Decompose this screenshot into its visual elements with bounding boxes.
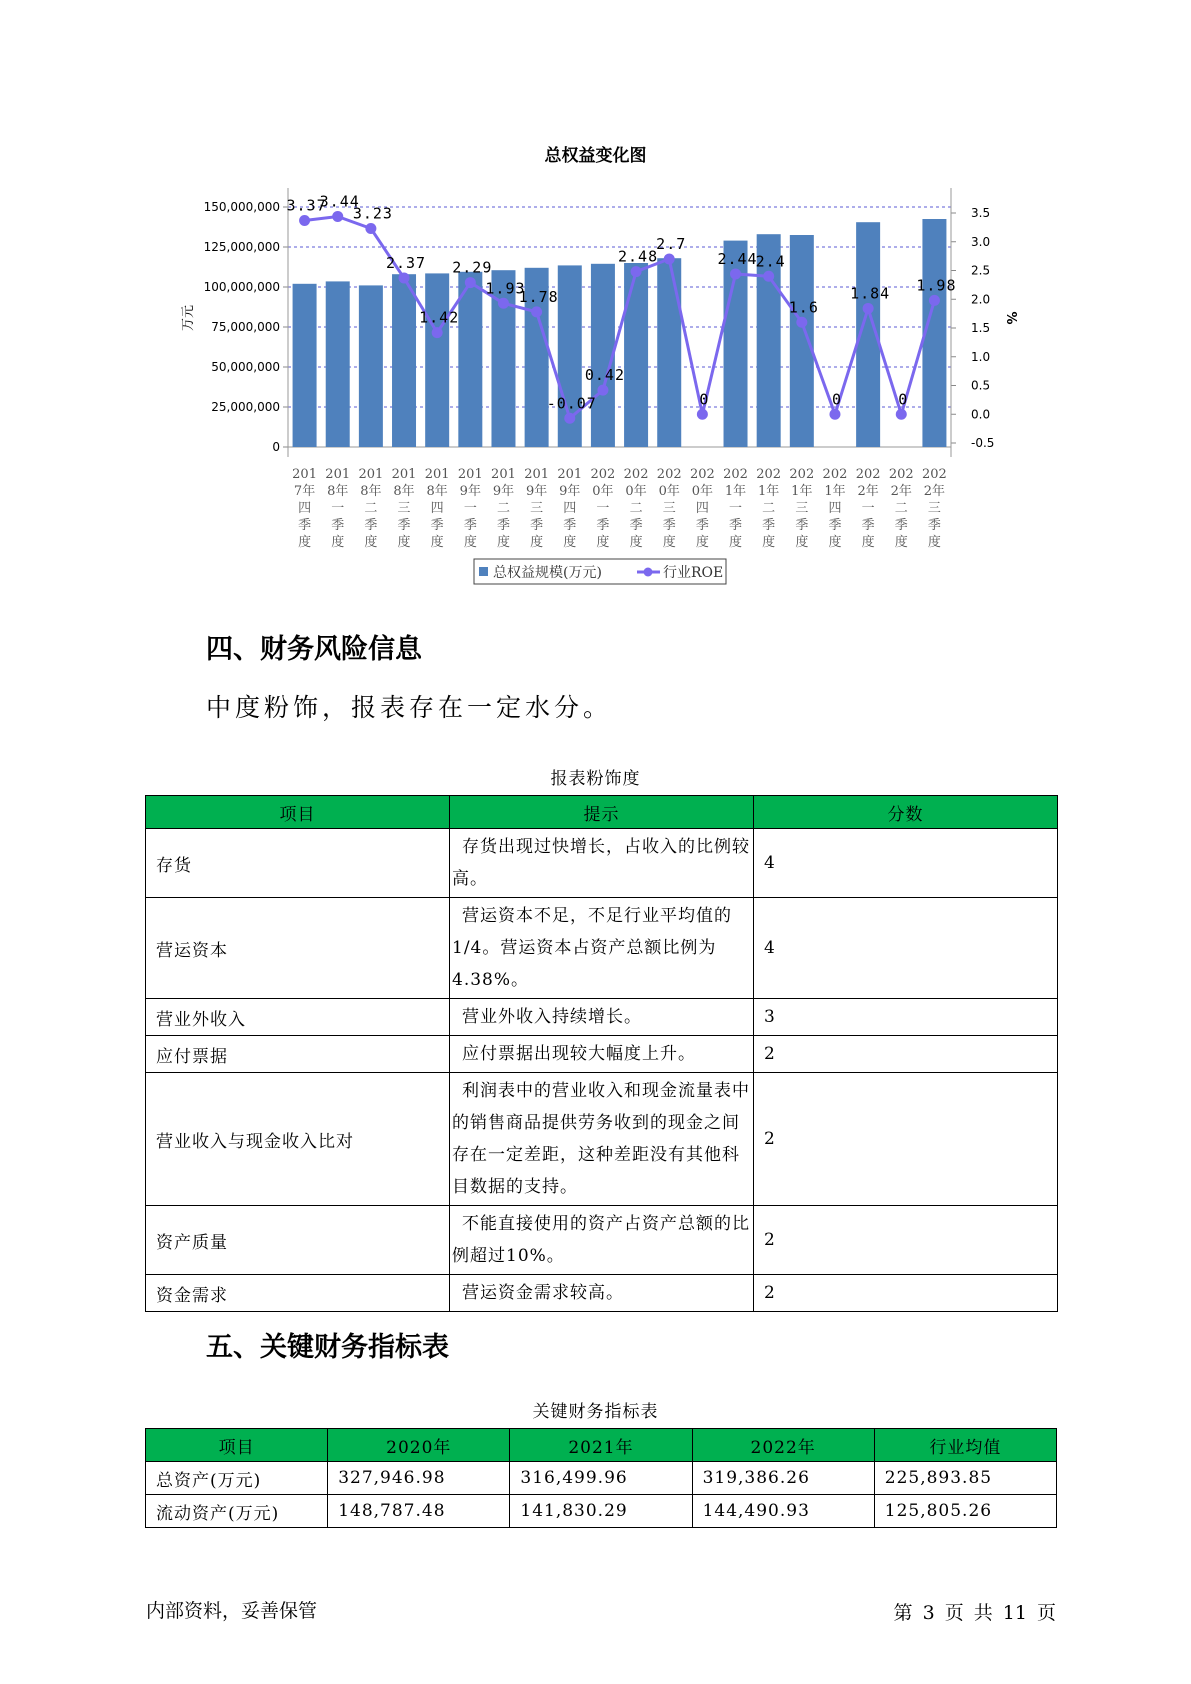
row-value-2022: 144,490.93 xyxy=(692,1495,874,1528)
x-tick-label: 度 xyxy=(629,535,643,550)
x-tick-label: 三 xyxy=(662,501,676,516)
x-tick-label: 一 xyxy=(331,501,345,516)
y-right-tick-label: 1.0 xyxy=(971,349,991,364)
bar xyxy=(790,235,814,447)
roe-point xyxy=(763,271,774,282)
x-tick-label: 202 xyxy=(789,467,815,482)
x-tick-label: 一 xyxy=(596,501,610,516)
x-tick-label: 8年 xyxy=(360,484,382,499)
row-hint: 营业外收入持续增长。 xyxy=(450,999,754,1036)
y-right-tick-label: 2.0 xyxy=(971,292,991,307)
y-right-axis-label: % xyxy=(1003,311,1018,325)
row-hint: 应付票据出现较大幅度上升。 xyxy=(450,1036,754,1073)
row-item: 存货 xyxy=(146,829,450,898)
roe-data-label: 0.42 xyxy=(584,366,625,385)
roe-data-label: 1.84 xyxy=(850,284,891,303)
row-item: 总资产(万元) xyxy=(146,1462,328,1495)
legend-line-marker xyxy=(644,568,653,577)
table-row xyxy=(146,829,1058,898)
y-right-tick-label: 0.5 xyxy=(971,378,991,393)
y-left-tick-label: 100,000,000 xyxy=(203,280,280,294)
roe-point xyxy=(929,295,940,306)
table-row xyxy=(146,898,1058,999)
row-value-2020: 327,946.98 xyxy=(328,1462,510,1495)
x-tick-label: 一 xyxy=(729,501,743,516)
roe-data-label: 0 xyxy=(699,390,710,409)
roe-data-label: 0 xyxy=(831,390,842,409)
x-tick-label: 202 xyxy=(590,467,616,482)
row-score: 2 xyxy=(754,1206,1058,1275)
x-tick-label: 度 xyxy=(364,535,378,550)
roe-point xyxy=(332,211,343,222)
legend-bar-label: 总权益规模(万元) xyxy=(493,565,602,581)
x-tick-label: 三 xyxy=(397,501,411,516)
x-tick-label: 8年 xyxy=(393,484,415,499)
roe-data-label: 2.4 xyxy=(755,252,786,271)
x-tick-label: 0年 xyxy=(592,484,614,499)
x-tick-label: 四 xyxy=(828,501,842,516)
x-tick-label: 度 xyxy=(496,535,510,550)
roe-data-label: 1.93 xyxy=(485,279,526,298)
row-item: 流动资产(万元) xyxy=(146,1495,328,1528)
roe-data-label: 3.37 xyxy=(286,196,327,215)
x-tick-label: 度 xyxy=(795,535,809,550)
roe-point xyxy=(730,268,741,279)
x-tick-label: 201 xyxy=(457,467,483,482)
x-tick-label: 三 xyxy=(795,501,809,516)
row-item: 资金需求 xyxy=(146,1275,450,1312)
header-item: 项目 xyxy=(146,1429,328,1462)
row-score: 2 xyxy=(754,1036,1058,1073)
header-2021: 2021年 xyxy=(510,1429,692,1462)
x-tick-label: 度 xyxy=(563,535,577,550)
x-tick-label: 201 xyxy=(424,467,450,482)
x-tick-label: 度 xyxy=(729,535,743,550)
x-tick-label: 四 xyxy=(563,501,577,516)
x-tick-label: 一 xyxy=(463,501,477,516)
x-tick-label: 度 xyxy=(397,535,411,550)
row-value-industry: 225,893.85 xyxy=(874,1462,1056,1495)
row-value-industry: 125,805.26 xyxy=(874,1495,1056,1528)
risk-table-header xyxy=(146,796,1058,829)
roe-data-label: 2.44 xyxy=(717,249,758,268)
x-tick-label: 季 xyxy=(463,518,477,533)
y-left-tick-label: 50,000,000 xyxy=(211,360,280,374)
row-score: 2 xyxy=(754,1073,1058,1206)
x-tick-label: 度 xyxy=(463,535,477,550)
y-left-tick-label: 75,000,000 xyxy=(211,320,280,334)
x-tick-label: 8年 xyxy=(426,484,448,499)
y-right-tick-label: 2.5 xyxy=(971,263,991,278)
roe-data-label: -0.07 xyxy=(546,394,597,413)
risk-table-caption: 报表粉饰度 xyxy=(550,769,641,789)
x-tick-label: 季 xyxy=(331,518,345,533)
x-tick-label: 度 xyxy=(828,535,842,550)
bar xyxy=(392,274,416,447)
roe-point xyxy=(631,266,642,277)
x-tick-label: 度 xyxy=(894,535,908,550)
header-hint: 提示 xyxy=(450,796,754,829)
header-2020: 2020年 xyxy=(328,1429,510,1462)
x-tick-label: 201 xyxy=(325,467,351,482)
x-tick-label: 季 xyxy=(563,518,577,533)
x-tick-label: 二 xyxy=(629,501,643,516)
x-tick-label: 四 xyxy=(430,501,444,516)
roe-data-label: 0 xyxy=(898,390,909,409)
x-tick-label: 202 xyxy=(888,467,914,482)
x-tick-label: 度 xyxy=(430,535,444,550)
x-tick-label: 季 xyxy=(894,518,908,533)
x-tick-label: 9年 xyxy=(492,484,515,499)
x-tick-label: 季 xyxy=(530,518,544,533)
bar xyxy=(359,285,383,447)
row-hint: 利润表中的营业收入和现金流量表中的销售商品提供劳务收到的现金之间存在一定差距，这种差距没有其他科目数据的支持。 xyxy=(450,1073,754,1206)
roe-point xyxy=(432,327,443,338)
x-tick-label: 202 xyxy=(689,467,715,482)
x-tick-label: 0年 xyxy=(658,484,680,499)
x-tick-label: 0年 xyxy=(691,484,714,499)
x-tick-label: 季 xyxy=(430,518,444,533)
x-tick-label: 二 xyxy=(496,501,510,516)
x-tick-label: 二 xyxy=(894,501,908,516)
x-tick-label: 202 xyxy=(656,467,682,482)
x-tick-label: 季 xyxy=(795,518,809,533)
row-value-2022: 319,386.26 xyxy=(692,1462,874,1495)
roe-point xyxy=(498,298,509,309)
x-tick-label: 季 xyxy=(298,518,312,533)
roe-point xyxy=(299,215,310,226)
footer-page-number: 第 3 页 共 11 页 xyxy=(893,1602,1056,1624)
x-tick-label: 度 xyxy=(298,535,312,550)
x-tick-label: 度 xyxy=(530,535,544,550)
x-tick-label: 201 xyxy=(557,467,583,482)
x-tick-label: 季 xyxy=(927,518,941,533)
x-tick-label: 201 xyxy=(292,467,317,482)
table-row xyxy=(146,1462,1057,1495)
table-row xyxy=(146,1495,1057,1528)
x-tick-label: 二 xyxy=(364,501,378,516)
row-hint: 营运资金需求较高。 xyxy=(450,1275,754,1312)
x-tick-label: 2年 xyxy=(923,484,946,499)
x-tick-label: 季 xyxy=(662,518,676,533)
bar xyxy=(425,273,449,447)
x-tick-label: 度 xyxy=(662,535,676,550)
table-row xyxy=(146,1036,1058,1073)
x-tick-label: 1年 xyxy=(724,484,747,499)
section4-text: 中度粉饰，报表存在一定水分。 xyxy=(206,693,613,722)
chart-title: 总权益变化图 xyxy=(544,146,647,166)
x-tick-label: 7年 xyxy=(293,484,316,499)
y-left-tick-label: 0 xyxy=(272,440,280,454)
bar xyxy=(326,281,350,447)
roe-point xyxy=(531,306,542,317)
x-tick-label: 二 xyxy=(762,501,776,516)
y-left-tick-label: 150,000,000 xyxy=(203,200,280,214)
section5-heading: 五、关键财务指标表 xyxy=(206,1332,449,1363)
y-right-tick-label: 1.5 xyxy=(971,321,991,335)
row-item: 应付票据 xyxy=(146,1036,450,1073)
x-tick-label: 8年 xyxy=(327,484,349,499)
y-right-tick-label: 3.0 xyxy=(971,234,991,249)
footer-confidential: 内部资料，妥善保管 xyxy=(146,1600,318,1622)
kpi-table xyxy=(145,1428,1057,1528)
header-2022: 2022年 xyxy=(692,1429,874,1462)
y-right-tick-label: 3.5 xyxy=(971,206,991,220)
roe-point xyxy=(863,303,874,314)
row-item: 营业外收入 xyxy=(146,999,450,1036)
x-tick-label: 201 xyxy=(491,467,516,482)
roe-point xyxy=(896,409,907,420)
x-tick-label: 度 xyxy=(695,535,709,550)
roe-data-label: 2.48 xyxy=(618,247,659,266)
y-right-tick-label: 0.0 xyxy=(971,407,991,422)
roe-data-label: 1.6 xyxy=(788,298,819,317)
bar xyxy=(293,284,317,447)
table-row xyxy=(146,1275,1058,1312)
legend-bar-swatch xyxy=(479,567,488,576)
x-tick-label: 季 xyxy=(861,518,875,533)
x-tick-label: 1年 xyxy=(758,484,780,499)
x-tick-label: 9年 xyxy=(559,484,581,499)
x-tick-label: 度 xyxy=(596,535,610,550)
row-item: 营运资本 xyxy=(146,898,450,999)
roe-point xyxy=(465,277,476,288)
bar xyxy=(624,263,648,447)
x-tick-label: 季 xyxy=(762,518,776,533)
roe-data-label: 1.98 xyxy=(916,276,957,295)
x-tick-label: 季 xyxy=(629,518,643,533)
row-hint: 营运资本不足，不足行业平均值的1/4。营运资本占资产总额比例为4.38%。 xyxy=(450,898,754,999)
row-value-2021: 141,830.29 xyxy=(510,1495,692,1528)
roe-point xyxy=(796,317,807,328)
table-row xyxy=(146,1073,1058,1206)
legend-line-label: 行业ROE xyxy=(663,565,724,581)
roe-point xyxy=(697,409,708,420)
x-tick-label: 一 xyxy=(861,501,875,516)
x-tick-label: 202 xyxy=(855,467,881,482)
x-tick-label: 2年 xyxy=(857,484,879,499)
row-hint: 存货出现过快增长，占收入的比例较高。 xyxy=(450,829,754,898)
x-tick-label: 度 xyxy=(331,535,345,550)
row-hint: 不能直接使用的资产占资产总额的比例超过10%。 xyxy=(450,1206,754,1275)
row-value-2021: 316,499.96 xyxy=(510,1462,692,1495)
y-left-tick-label: 25,000,000 xyxy=(211,400,280,414)
y-left-axis-label: 万元 xyxy=(181,304,196,332)
x-tick-label: 201 xyxy=(524,467,550,482)
kpi-table-header xyxy=(146,1429,1057,1462)
section4-heading: 四、财务风险信息 xyxy=(206,634,422,665)
row-item: 资产质量 xyxy=(146,1206,450,1275)
x-tick-label: 1年 xyxy=(791,484,813,499)
x-tick-label: 季 xyxy=(397,518,411,533)
x-tick-label: 度 xyxy=(927,535,941,550)
row-score: 4 xyxy=(754,829,1058,898)
x-tick-label: 度 xyxy=(762,535,776,550)
y-left-tick-label: 125,000,000 xyxy=(203,240,280,254)
row-score: 4 xyxy=(754,898,1058,999)
bar xyxy=(657,258,681,447)
kpi-table-caption: 关键财务指标表 xyxy=(532,1402,659,1422)
x-tick-label: 三 xyxy=(530,501,544,516)
table-row xyxy=(146,999,1058,1036)
roe-data-label: 1.42 xyxy=(419,308,460,327)
equity-chart xyxy=(0,0,1191,600)
header-item: 项目 xyxy=(146,796,450,829)
x-tick-label: 201 xyxy=(358,467,384,482)
x-tick-label: 季 xyxy=(596,518,610,533)
x-tick-label: 1年 xyxy=(824,484,846,499)
x-tick-label: 9年 xyxy=(459,484,481,499)
row-score: 2 xyxy=(754,1275,1058,1312)
row-score: 3 xyxy=(754,999,1058,1036)
x-tick-label: 度 xyxy=(861,535,875,550)
roe-point xyxy=(664,254,675,265)
x-tick-label: 2年 xyxy=(890,484,912,499)
x-tick-label: 季 xyxy=(828,518,842,533)
row-item: 营业收入与现金收入比对 xyxy=(146,1073,450,1206)
roe-point xyxy=(597,385,608,396)
x-tick-label: 四 xyxy=(298,501,312,516)
y-right-tick-label: -0.5 xyxy=(971,436,995,450)
x-tick-label: 季 xyxy=(364,518,378,533)
x-tick-label: 201 xyxy=(391,467,417,482)
table-row xyxy=(146,1206,1058,1275)
x-tick-label: 0年 xyxy=(625,484,647,499)
roe-data-label: 2.29 xyxy=(452,258,493,277)
x-tick-label: 202 xyxy=(623,467,649,482)
roe-data-label: 2.7 xyxy=(656,235,687,253)
roe-data-label: 3.44 xyxy=(319,192,360,211)
x-tick-label: 202 xyxy=(756,467,782,482)
x-tick-label: 四 xyxy=(695,501,709,516)
risk-table xyxy=(145,795,1058,1312)
bar xyxy=(458,272,482,447)
roe-point xyxy=(564,413,575,424)
roe-point xyxy=(399,272,410,283)
header-industry-avg: 行业均值 xyxy=(874,1429,1056,1462)
x-tick-label: 季 xyxy=(695,518,709,533)
x-tick-label: 三 xyxy=(927,501,941,516)
x-tick-label: 202 xyxy=(822,467,848,482)
x-tick-label: 202 xyxy=(922,467,947,482)
x-tick-label: 季 xyxy=(496,518,510,533)
roe-data-label: 1.78 xyxy=(518,287,559,306)
x-tick-label: 202 xyxy=(723,467,748,482)
x-tick-label: 9年 xyxy=(525,484,548,499)
roe-data-label: 3.23 xyxy=(352,204,393,223)
roe-point xyxy=(365,223,376,234)
roe-data-label: 2.37 xyxy=(385,253,427,272)
roe-point xyxy=(829,409,840,420)
row-value-2020: 148,787.48 xyxy=(328,1495,510,1528)
header-score: 分数 xyxy=(754,796,1058,829)
x-tick-label: 季 xyxy=(729,518,743,533)
